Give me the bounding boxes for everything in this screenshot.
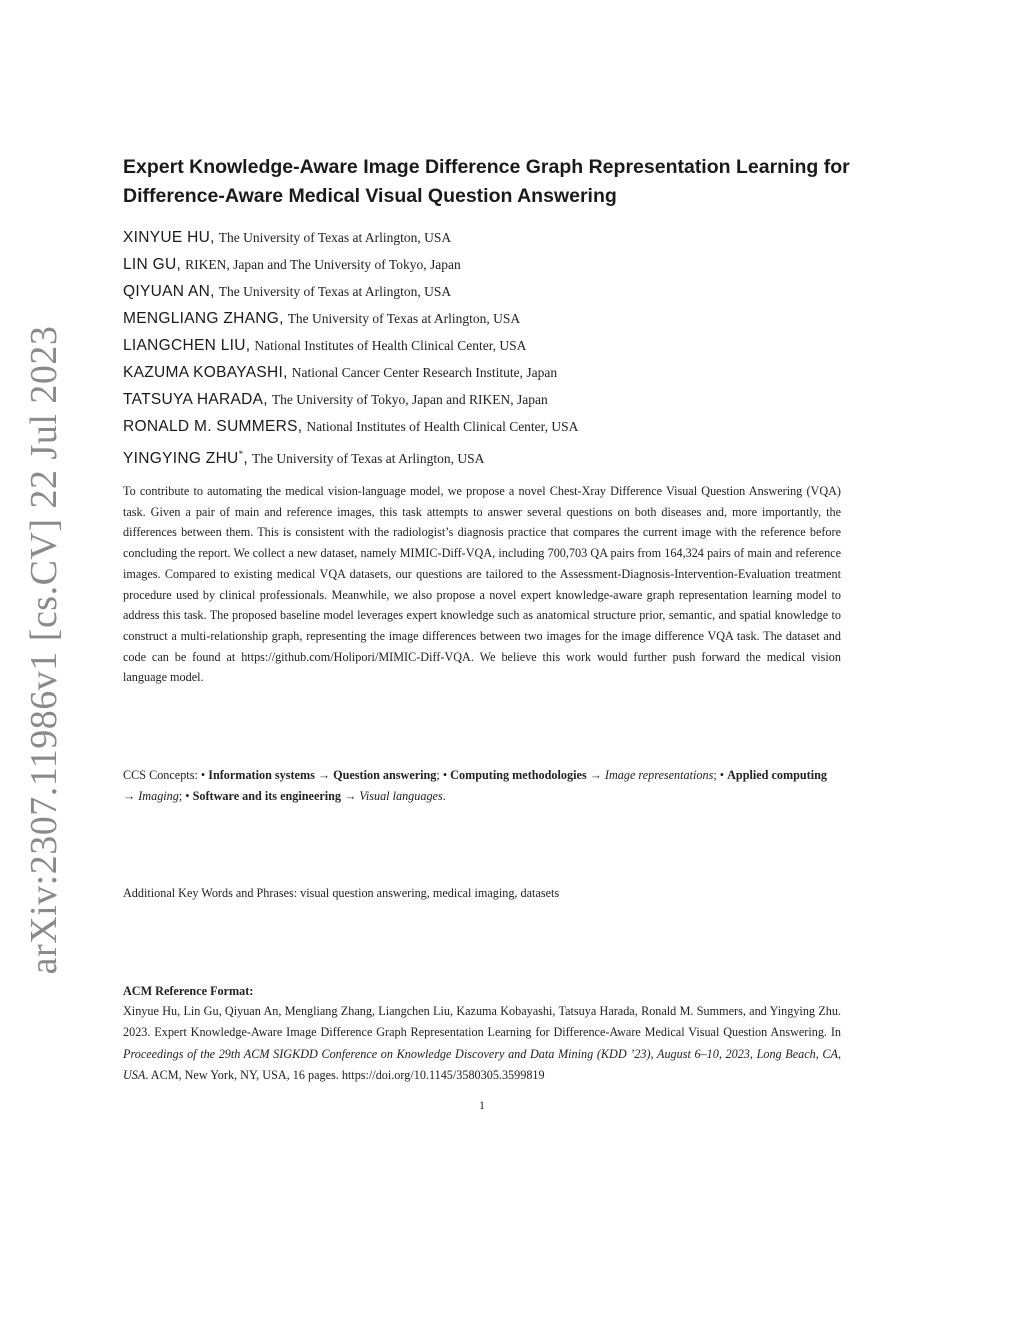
page-number: 1 bbox=[479, 1100, 485, 1112]
abstract: To contribute to automating the medical vision-language model, we propose a novel Chest-Xray Difference Visual Question Answering (VQA) task. Given a pair of main and reference images, this task attempts to answer several questions on both diseases and, more importantly, the differences between them. This is consistent with the radiologist’s diagnosis practice that compares the current image with the reference before concluding the report. We collect a new dataset, namely MIMIC-Diff-VQA, including 700,703 QA pairs from 164,324 pairs of main and reference images. Compared to existing medical VQA datasets, our questions are tailored to the Assessment-Diagnosis-Intervention-Evaluation treatment procedure used by clinical professionals. Meanwhile, we also propose a novel expert knowledge-aware graph representation learning model to address this task. The proposed baseline model leverages expert knowledge such as anatomical structure prior, semantic, and spatial knowledge to construct a multi-relationship graph, representing the image differences between two images for the image difference VQA task. The dataset and code can be found at https://github.com/Holipori/MIMIC-Diff-VQA. We believe this work would further push forward the medical vision language model. bbox=[123, 484, 841, 685]
paper-title: Expert Knowledge-Aware Image Difference Graph Representation Learning for Difference-Aware Medical Visual Question Answering bbox=[123, 156, 850, 207]
author-entry bbox=[123, 362, 863, 389]
author-affiliation: The University of Texas at Arlington, USA bbox=[251, 451, 485, 467]
author-name: TATSUYA HARADA, bbox=[123, 391, 268, 408]
ccs-concepts bbox=[123, 765, 841, 807]
author-affiliation: RIKEN, Japan and The University of Tokyo, Japan bbox=[185, 257, 461, 272]
ccs-end: . bbox=[442, 789, 446, 803]
author-entry bbox=[123, 443, 863, 470]
ccs-concept: Question answering bbox=[333, 768, 437, 782]
author-affiliation: National Cancer Center Research Institute, Japan bbox=[291, 365, 558, 380]
keywords: Additional Key Words and Phrases: visual question answering, medical imaging, datasets bbox=[123, 886, 560, 900]
ccs-concept: Imaging bbox=[138, 789, 179, 803]
ccs-concept: Visual languages bbox=[359, 789, 443, 803]
ccs-separator: ; bbox=[713, 768, 717, 782]
author-affiliation: National Institutes of Health Clinical Center, USA bbox=[306, 419, 579, 434]
arxiv-stamp: arXiv:2307.11986v1 [cs.CV] 22 Jul 2023 bbox=[23, 325, 65, 975]
ccs-separator: ; bbox=[436, 768, 440, 782]
author-name: MENGLIANG ZHANG, bbox=[123, 310, 284, 327]
author-name: KAZUMA KOBAYASHI, bbox=[123, 364, 288, 381]
ccs-concept: Software and its engineering bbox=[192, 789, 342, 803]
ccs-concept: Computing methodologies bbox=[450, 768, 587, 782]
author-name-comma: , bbox=[243, 450, 248, 468]
ccs-separator: ; bbox=[178, 789, 183, 803]
author-affiliation: The University of Texas at Arlington, USA bbox=[287, 311, 521, 326]
acm-reference-text bbox=[123, 1001, 841, 1086]
author-entry bbox=[123, 308, 863, 335]
author-name: XINYUE HU, bbox=[123, 229, 215, 246]
author-name: LIANGCHEN LIU, bbox=[123, 337, 251, 354]
ccs-arrow: → bbox=[589, 768, 602, 782]
acm-reference-heading: ACM Reference Format: bbox=[123, 984, 254, 998]
ccs-arrow: → bbox=[344, 789, 357, 803]
ccs-arrow: → bbox=[123, 789, 136, 803]
ccs-bullet: • bbox=[719, 768, 725, 782]
author-list bbox=[123, 227, 863, 470]
ccs-bullet: • bbox=[185, 789, 190, 803]
author-name bbox=[123, 450, 248, 467]
author-entry bbox=[123, 416, 863, 443]
ccs-bullet: • bbox=[200, 768, 206, 782]
ccs-bullet: • bbox=[442, 768, 448, 782]
author-entry bbox=[123, 389, 863, 416]
corresponding-author-mark: * bbox=[238, 449, 244, 459]
ccs-concept: Information systems bbox=[208, 768, 315, 782]
author-entry bbox=[123, 227, 863, 254]
author-entry bbox=[123, 335, 863, 362]
author-affiliation: National Institutes of Health Clinical Center, USA bbox=[254, 338, 527, 353]
author-entry bbox=[123, 281, 863, 308]
acm-reference-publisher: . ACM, New York, NY, USA, 16 pages. https://doi.org/10.1145/3580305.3599819 bbox=[145, 1067, 545, 1082]
author-name: LIN GU, bbox=[123, 256, 182, 273]
author-affiliation: The University of Texas at Arlington, USA bbox=[218, 230, 452, 245]
author-name: RONALD M. SUMMERS, bbox=[123, 418, 303, 435]
ccs-concept: Image representations bbox=[604, 768, 714, 782]
author-name-text: YINGYING ZHU bbox=[123, 450, 239, 468]
acm-reference-venue: Proceedings of the 29th ACM SIGKDD Conference on Knowledge Discovery and Data Mining (KDD ’23), August 6–10, 2023, Long Beach, CA, USA bbox=[123, 1046, 841, 1082]
ccs-label: CCS Concepts: bbox=[123, 768, 201, 782]
ccs-concept: Applied computing bbox=[727, 768, 828, 782]
author-affiliation: The University of Tokyo, Japan and RIKEN, Japan bbox=[271, 392, 548, 407]
author-name: QIYUAN AN, bbox=[123, 283, 215, 300]
ccs-arrow: → bbox=[317, 768, 331, 782]
author-affiliation: The University of Texas at Arlington, USA bbox=[218, 284, 452, 299]
acm-reference-authors: Xinyue Hu, Lin Gu, Qiyuan An, Mengliang Zhang, Liangchen Liu, Kazuma Kobayashi, Tatsuya Harada, Ronald M. Summers, and Yingying Zhu. 2023. Expert Knowledge-Aware Image Difference Graph Representation Learning for Difference-Aware Medical Visual Question Answering. In bbox=[123, 1004, 841, 1040]
author-entry bbox=[123, 254, 863, 281]
